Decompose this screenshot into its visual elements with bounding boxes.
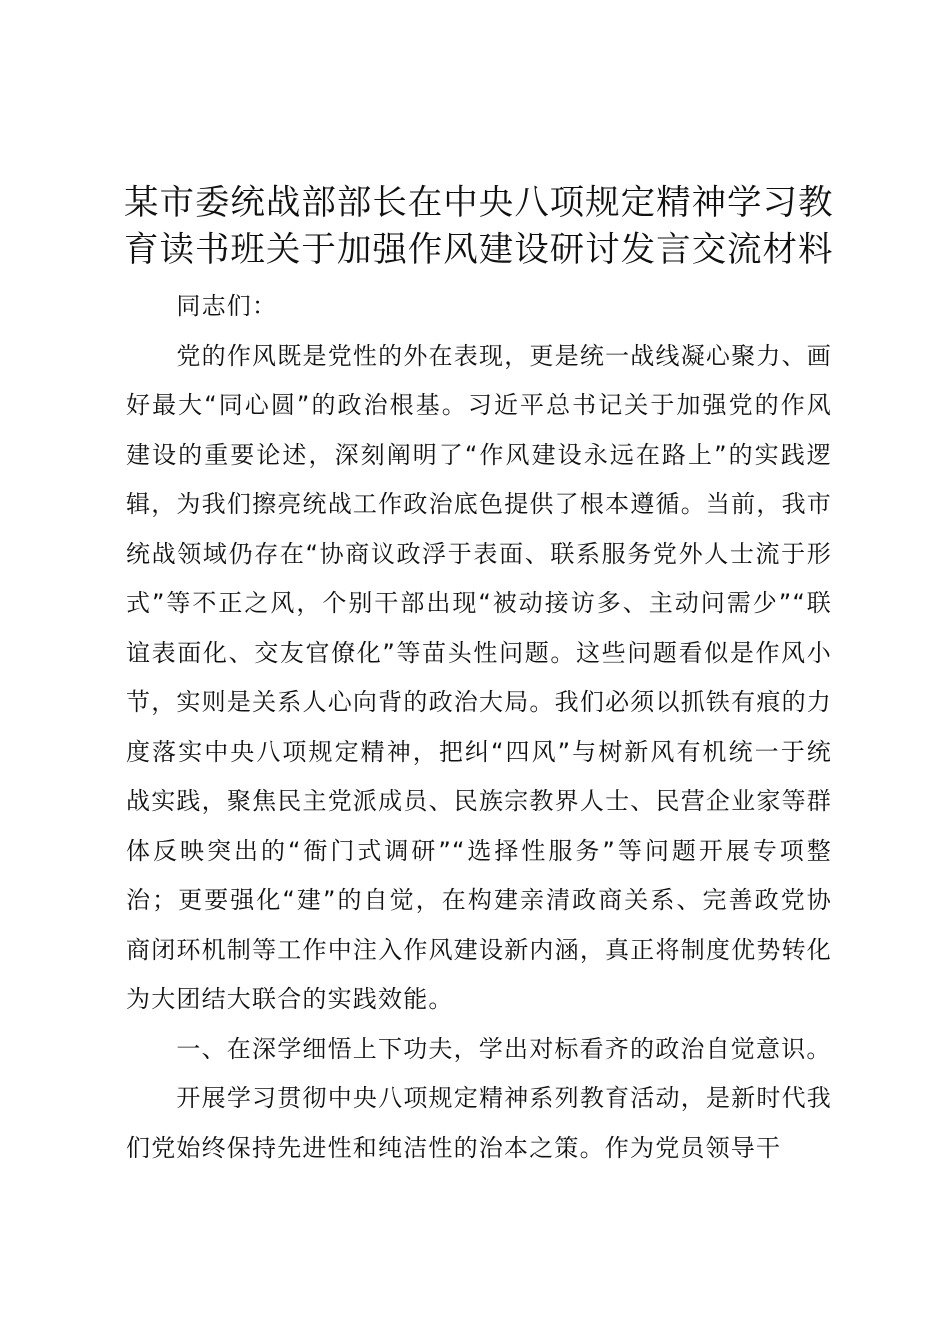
body-paragraph-2: 开展学习贯彻中央八项规定精神系列教育活动，是新时代我们党始终保持先进性和纯洁性的治本之策。作为党员领导干	[126, 1084, 832, 1162]
body-paragraph-1: 党的作风既是党性的外在表现，更是统一战线凝心聚力、画好最大“同心圆”的政治根基。习近平总书记关于加强党的作风建设的重要论述，深刻阐明了“作风建设永远在路上”的实践逻辑，为我们擦亮统战工作政治底色提供了根本遵循。当前，我市统战领域仍存在“协商议政浮于表面、联系服务党外人士流于形式”等不正之风，个别干部出现“被动接访多、主动问需少”“联谊表面化、交友官僚化”等苗头性问题。这些问题看似是作风小节，实则是关系人心向背的政治大局。我们必须以抓铁有痕的力度落实中央八项规定精神，把纠“四风”与树新风有机统一于统战实践，聚焦民主党派成员、民族宗教界人士、民营企业家等群体反映突出的“衙门式调研”“选择性服务”等问题开展专项整治；更要强化“建”的自觉，在构建亲清政商关系、完善政党协商闭环机制等工作中注入作风建设新内涵，真正将制度优势转化为大团结大联合的实践效能。	[126, 341, 832, 1013]
document-body	[126, 282, 832, 1173]
document-title	[124, 180, 832, 274]
title-line-2: 育读书班关于加强作风建设研讨发言交流材料	[124, 230, 832, 270]
salutation: 同志们：	[176, 292, 278, 320]
section-heading-1: 一、在深学细悟上下功夫，学出对标看齐的政治自觉意识。	[176, 1034, 832, 1063]
title-line-1: 某市委统战部部长在中央八项规定精神学习教	[124, 183, 832, 223]
